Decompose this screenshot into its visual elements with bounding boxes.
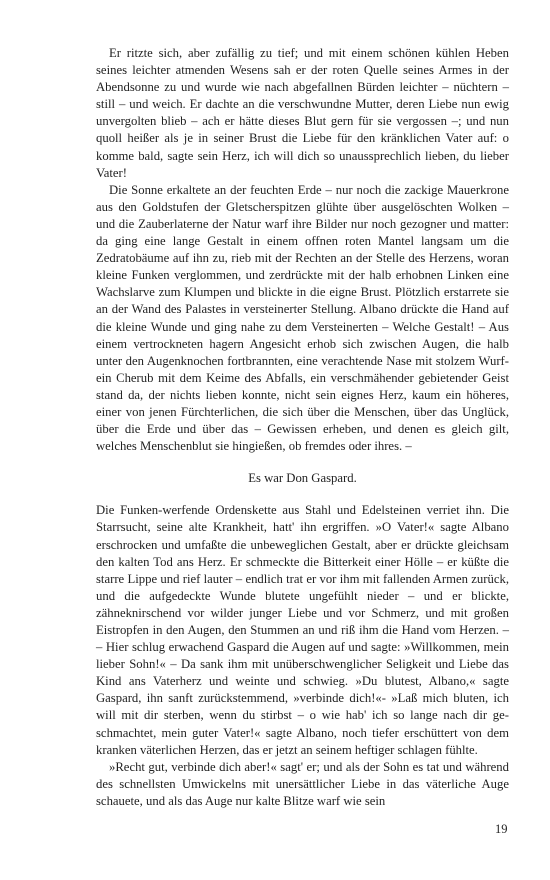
paragraph-1: Er ritzte sich, aber zufällig zu tief; und mit einem schönen kühlen Heben seines leichter atmenden Wesens sah er der roten Quelle seines Armes in der Abendsonne zu und wurde wie nach abgefallnen Bürden leichter – nüchtern – still – und weich. Er dachte an die verschwundne Mutter, deren Liebe nun ewig unvergolten blieb – ach er hätte dieses Blut gern für sie vergossen –; und nun quoll heißer als je in seiner Brust die Liebe für den kränklichen Vater auf: o komme bald, sagte sein Herz, ich will dich so unaussprechlich lieben, du lieber Vater! bbox=[96, 46, 509, 180]
page-number: 19 bbox=[495, 822, 508, 836]
paragraph-4: »Recht gut, verbinde dich aber!« sagt' er; und als der Sohn es tat und während des schnellsten Umwickelns mit unersättlicher Liebe in das väterliche Auge schauete, und als das Auge nur kalte Blitze warf wie sein bbox=[96, 759, 509, 808]
section-heading: Es war Don Gaspard. bbox=[248, 471, 357, 486]
paragraph-2: Die Sonne erkaltete an der feuchten Erde – nur noch die zackige Mauerkrone aus den Goldstufen der Gletscherspitzen glühte über ausgelöschten Wolken – und die Zauberlaterne der Natur warf ihre Bilder nur noch gezogner und matter: da ging eine lange Gestalt in einem offnen roten Mantel langsam um die Zedratobäume auf ihn zu, rieb mit der Rechten an der Stelle des Herzens, woran kleine Funken verglommen, und zerdrückte mit der halb erhobnen Linken eine Wachslarve zum Klumpen und blickte in die eigne Brust. Plötzlich erstarrete sie an der Wand des Palastes in versteinerter Stellung. Albano drückte die Hand auf die kleine Wunde und ging nahe zu dem Versteinerten – Welche Gestalt! – Aus einem vertrockneten hagern Angesicht erhob sich zwischen Augen, die halb unter den Augenknochen fortbrannten, eine verachtende Nase mit stolzem Wurf- ein Cherub mit dem Keime des Abfalls, ein verschmähender gebietender Geist stand da, der nichts lieben konnte, nicht sein eignes Herz, kaum ein höheres, einer von jenen Fürchterlichen, die sich über die Menschen, über das Unglück, über die Erde und über das – Gewissen erheben, und denen es gleich gilt, welches Menschenblut sie hingießen, ob fremdes oder ihres. – bbox=[96, 182, 509, 454]
paragraph-3: Die Funken-werfende Ordenskette aus Stahl und Edelsteinen verriet ihn. Die Starrsucht, seine alte Krankheit, hatt' ihn ergriffen. »O Vater!« sagte Albano erschrocken und umfaßte die unbeweglichen Gestalt, aber er drückte gleichsam den kalten Tod ans Herz. Er schmeckte die Bitterkeit einer Hölle – er küßte die starre Lippe und rief lauter – endlich trat er vor ihm mit fallenden Armen zurück, und die aufgedeckte Wunde blutete ungefühlt nieder – und er blickte, zähneknirschend vor wilder junger Liebe und vor Schmerz, und mit großen Eistropfen in den Augen, den Stummen an und riß ihm die Hand vom Herzen. – – Hier schlug erwachend Gaspard die Augen auf und sagte: »Willkommen, mein lieber Sohn!« – Da sank ihm mit unüberschwenglicher Seligkeit und Liebe das Kind ans Vaterherz und weinte und schwieg. »Du blutest, Albano,« sagte Gaspard, ihn sanft zurückstemmend, »verbinde dich!«- »Laß mich bluten, ich will mit dir sterben, wenn du stirbst – o wie hab' ich so lange nach dir geschmachtet, mein guter Vater!« sagte Albano, noch tiefer erschüttert von dem kranken väterlichen Herzen, das er jetzt an seinem heftiger schlagen fühlte. bbox=[96, 503, 509, 757]
